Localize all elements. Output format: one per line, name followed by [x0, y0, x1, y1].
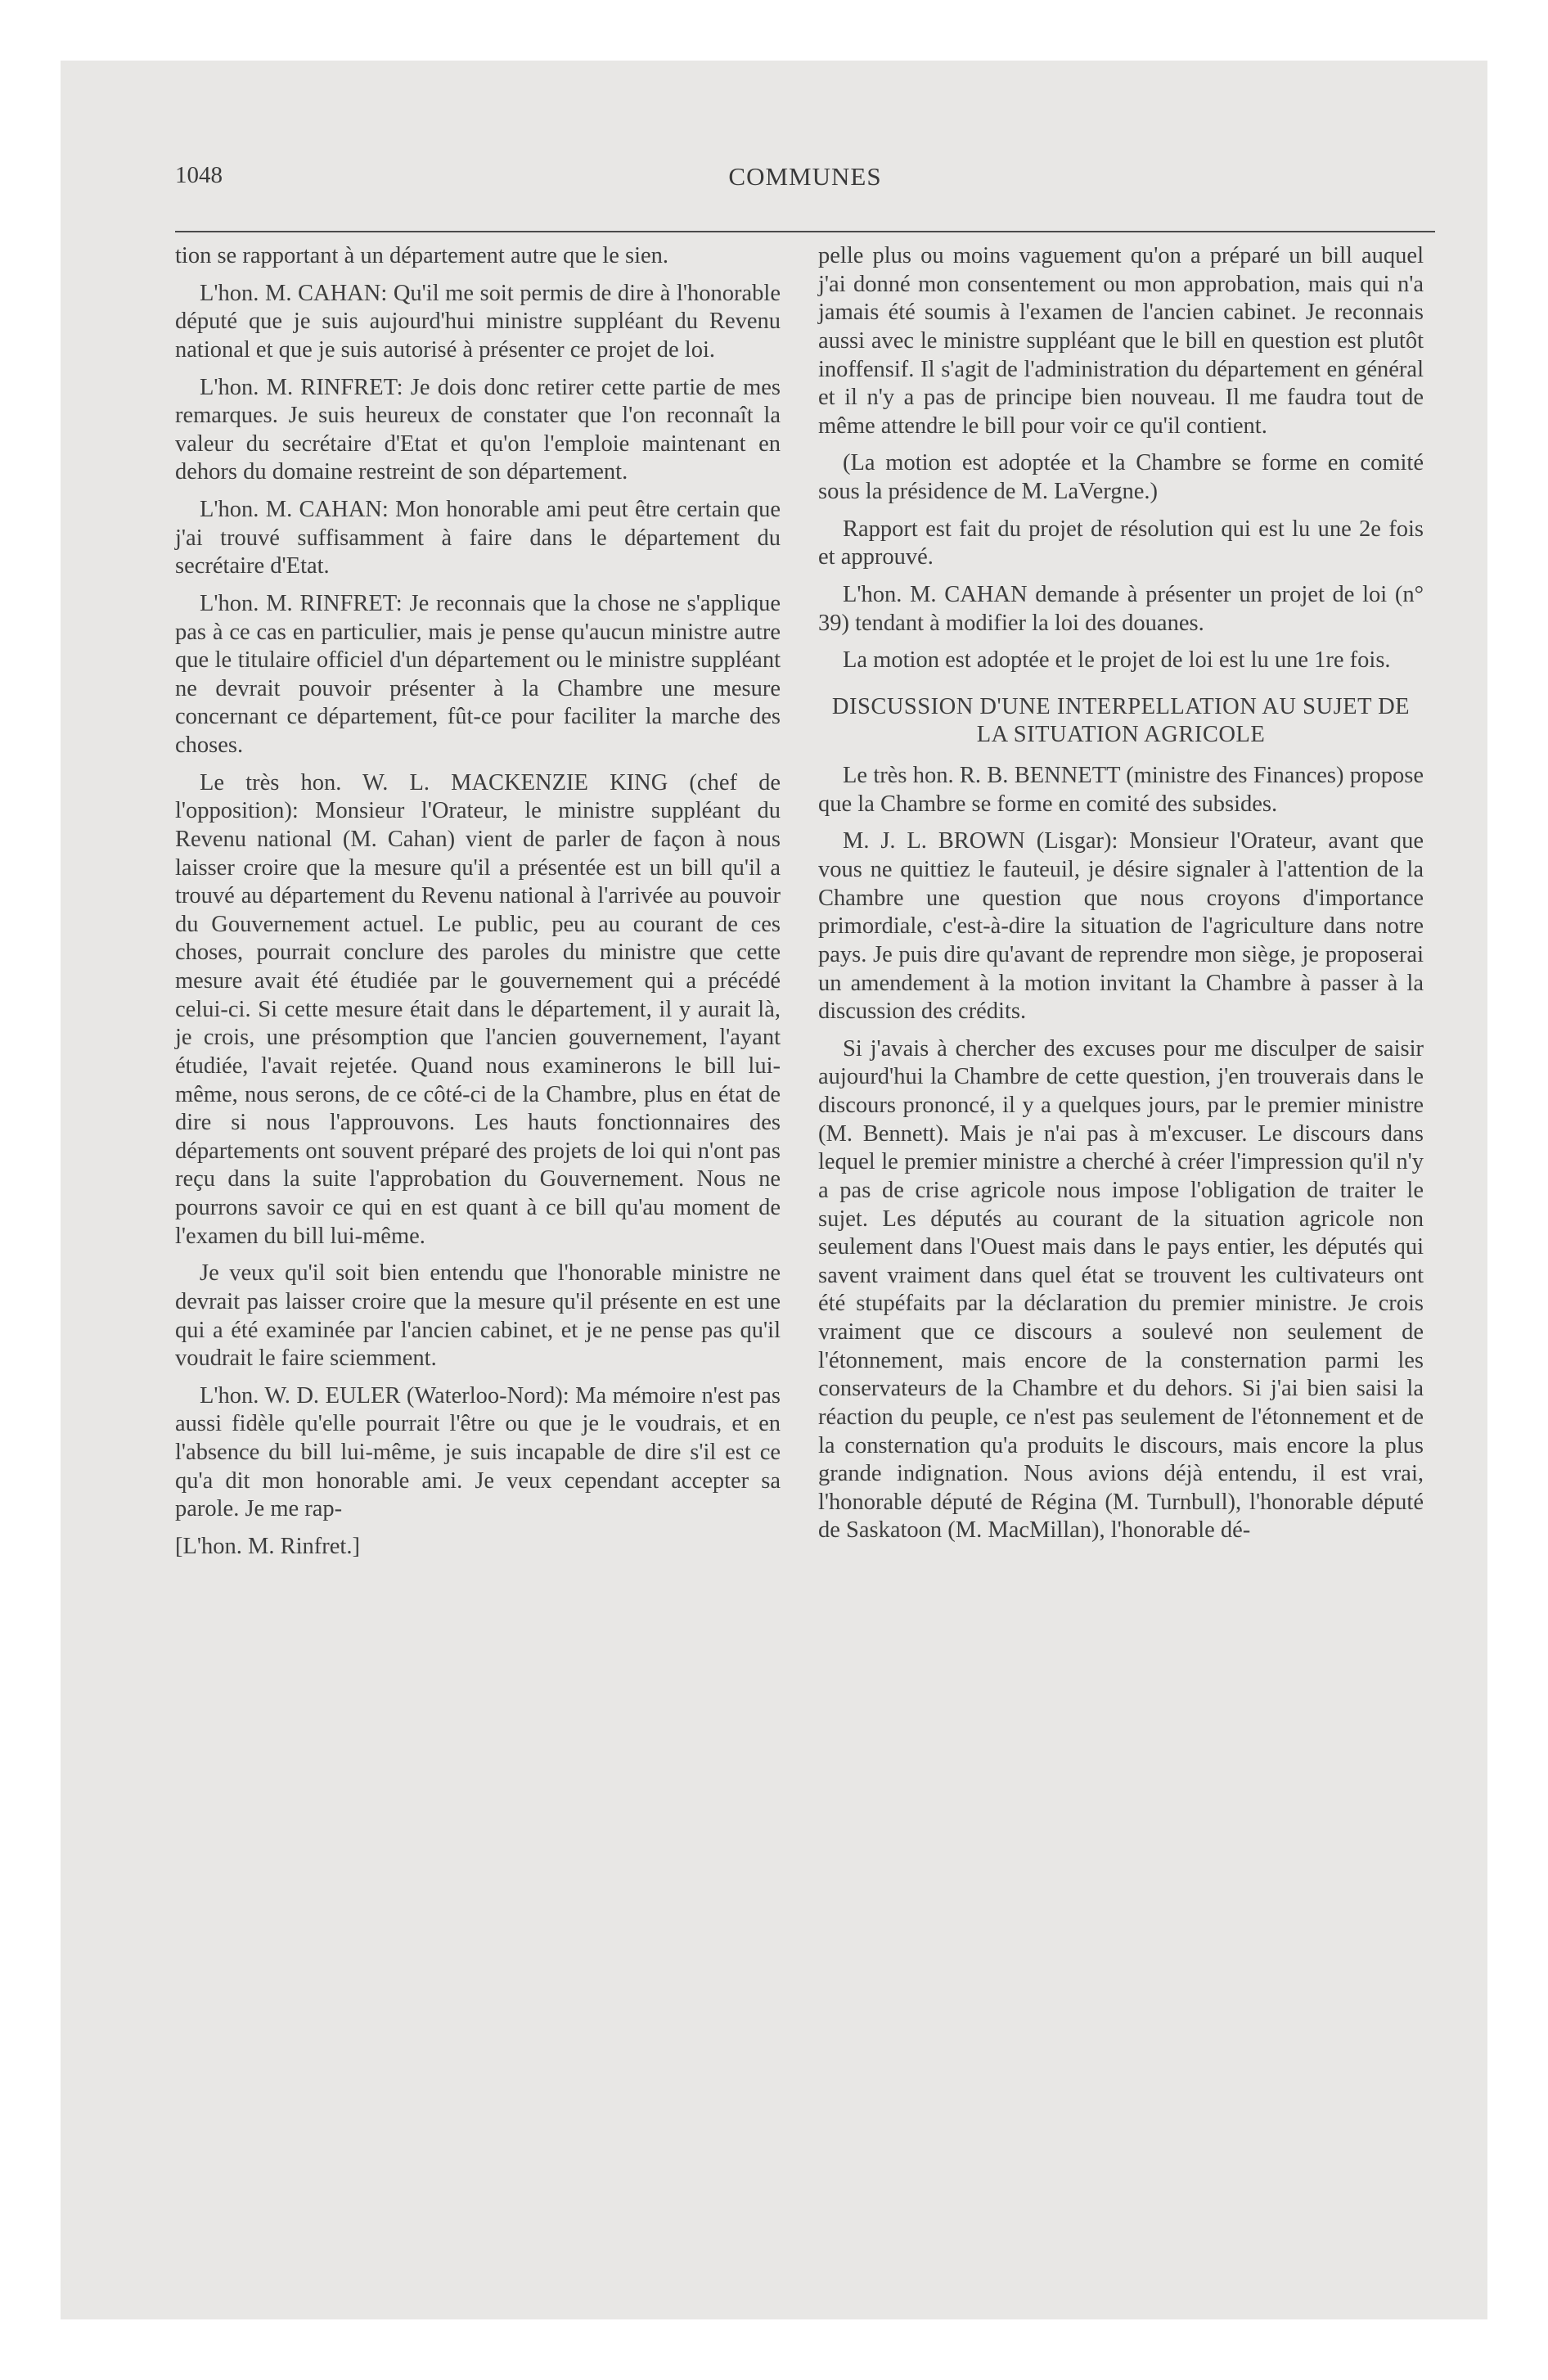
paragraph: La motion est adoptée et le projet de loi est lu une 1re fois. [843, 647, 1391, 674]
paragraph: Le très hon. W. L. MACKENZIE KING (chef de l'opposition): Monsieur l'Orateur, le ministre suppléant du Revenu national (M. Cahan) vient de parler de façon à nous laisser croire que la mesure qu'il a présentée est un bill qu'il a trouvé au département du Revenu national à l'arrivée au pouvoir du Gouvernement actuel. Le public, peu au courant de ces choses, pourrait conclure des paroles du ministre que cette mesure avait été étudiée par le gouvernement qui a précédé celui-ci. Si cette mesure était dans le département, il y aurait là, je crois, une présomption que l'ancien gouvernement, l'ayant étudiée, l'avait rejetée. Quand nous examinerons le bill lui-même, nous serons, de ce côté-ci de la Chambre, plus en état de dire si nous l'approuvons. Les hauts fonctionnaires des départements ont souvent préparé des projets de loi qui n'ont pas reçu dans la suite l'approbation du Gouvernement. Nous ne pourrons savoir ce qui en est quant à ce bill qu'au moment de l'examen du bill lui-même. [175, 769, 781, 1249]
left-column [175, 242, 781, 1571]
paragraph: L'hon. M. CAHAN: Qu'il me soit permis de dire à l'honorable député que je suis aujourd'hui ministre suppléant du Revenu national et que je suis autorisé à présenter ce projet de loi. [175, 280, 781, 363]
paragraph: (La motion est adoptée et la Chambre se forme en comité sous la présidence de M. LaVergne.) [818, 450, 1424, 504]
paragraph: pelle plus ou moins vaguement qu'on a préparé un bill auquel j'ai donné mon consentement ou mon approbation, mais qui n'a jamais été soumis à l'examen de l'ancien cabinet. Je reconnais aussi avec le ministre suppléant que le bill en question est plutôt inoffensif. Il s'agit de l'administration du département en général et il n'y a pas de principe bien nouveau. Il me faudra tout de même attendre le bill pour voir ce qu'il contient. [818, 243, 1424, 439]
page-title: COMMUNES [728, 162, 882, 191]
paragraph: L'hon. M. CAHAN demande à présenter un projet de loi (n° 39) tendant à modifier la loi des douanes. [818, 581, 1424, 636]
paragraph: Si j'avais à chercher des excuses pour me disculper de saisir aujourd'hui la Chambre de cette question, j'en trouverais dans le discours prononcé, il y a quelques jours, par le premier ministre (M. Bennett). Mais je n'ai pas à m'excuser. Le discours dans lequel le premier ministre a cherché à créer l'impression qu'il n'y a pas de crise agricole nous impose l'obligation de traiter le sujet. Les députés au courant de la situation agricole non seulement dans l'Ouest mais dans le pays entier, les députés qui savent vraiment dans quel état se trouvent les cultivateurs ont été stupéfaits par la déclaration du premier ministre. Je crois vraiment que ce discours a soulevé non seulement de l'étonnement, mais encore de la consternation parmi les conservateurs de la Chambre et du dehors. Si j'ai bien saisi la réaction du peuple, ce n'est pas seulement de l'étonnement et de la consternation qu'a produits le discours, mais encore la plus grande indignation. Nous avions déjà entendu, il est vrai, l'honorable député de Régina (M. Turnbull), l'honorable député de Saskatoon (M. MacMillan), l'honorable dé- [818, 1035, 1424, 1544]
paragraph: L'hon. M. RINFRET: Je dois donc retirer cette partie de mes remarques. Je suis heureux de constater que l'on reconnaît la valeur du secrétaire d'Etat et qu'on l'emploie maintenant en dehors du domaine restreint de son département. [175, 374, 781, 485]
paragraph: M. J. L. BROWN (Lisgar): Monsieur l'Orateur, avant que vous ne quittiez le fauteuil, je désire signaler à l'attention de la Chambre une question que nous croyons d'importance primordiale, c'est-à-dire la situation de l'agriculture dans notre pays. Je puis dire qu'avant de reprendre mon siège, je proposerai un amendement à la motion invitant la Chambre à passer à la discussion des crédits. [818, 828, 1424, 1025]
page-number: 1048 [175, 162, 223, 188]
paragraph: Le très hon. R. B. BENNETT (ministre des Finances) propose que la Chambre se forme en comité des subsides. [818, 763, 1424, 817]
paragraph: L'hon. W. D. EULER (Waterloo-Nord): Ma mémoire n'est pas aussi fidèle qu'elle pourrait l'être ou que je le voudrais, et en l'absence du bill lui-même, je suis incapable de dire s'il est ce qu'a dit mon honorable ami. Je veux cependant accepter sa parole. Je me rap- [175, 1382, 781, 1522]
footer-reference: [L'hon. M. Rinfret.] [175, 1533, 360, 1559]
right-column [818, 242, 1424, 1554]
paragraph: Rapport est fait du projet de résolution qui est lu une 2e fois et approuvé. [818, 516, 1424, 570]
paragraph: Je veux qu'il soit bien entendu que l'honorable ministre ne devrait pas laisser croire que la mesure qu'il présente en est une qui a été examinée par l'ancien cabinet, et je ne pense pas qu'il voudrait le faire sciemment. [175, 1260, 781, 1372]
header-rule [175, 231, 1435, 232]
paragraph: L'hon. M. CAHAN: Mon honorable ami peut être certain que j'ai trouvé suffisamment à faire dans le département du secrétaire d'Etat. [175, 497, 781, 579]
paragraph: tion se rapportant à un département autre que le sien. [175, 243, 669, 268]
section-heading: DISCUSSION D'UNE INTERPELLATION AU SUJET DE LA SITUATION AGRICOLE [831, 693, 1411, 747]
paragraph: L'hon. M. RINFRET: Je reconnais que la chose ne s'applique pas à ce cas en particulier, mais je pense qu'aucun ministre autre que le titulaire officiel d'un département ou le ministre suppléant ne devrait pouvoir présenter à la Chambre une mesure concernant ce département, fût-ce pour faciliter la marche des choses. [175, 590, 781, 758]
page-header [175, 162, 1435, 198]
